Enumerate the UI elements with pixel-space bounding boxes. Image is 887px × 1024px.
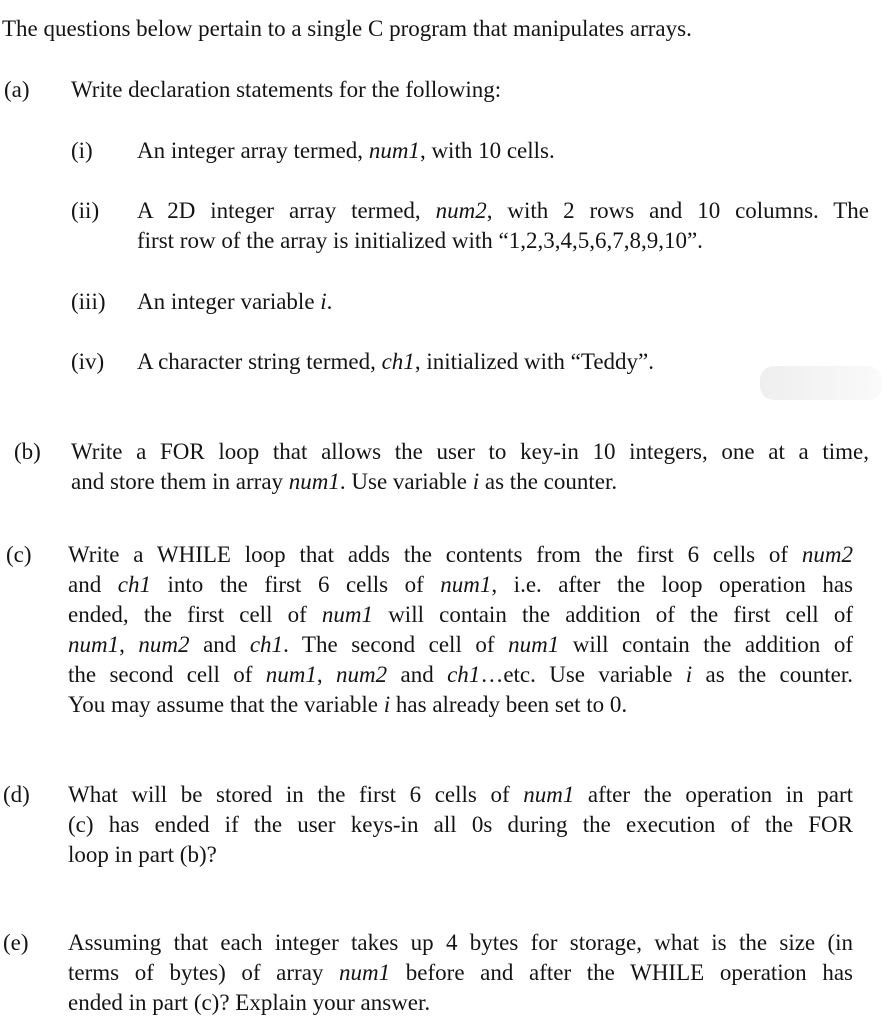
question-b-line2 xyxy=(71,467,869,497)
question-b-line1: Write a FOR loop that allows the user to key-in 10 integers, one at a time, xyxy=(71,439,869,464)
item-iv-text xyxy=(137,347,857,377)
c-l2-a: and xyxy=(68,572,118,597)
c-l2-var1: ch1 xyxy=(117,572,151,597)
c-l2-c: , i.e. after the loop operation has xyxy=(491,572,853,597)
question-b-var1: num1 xyxy=(288,469,340,494)
scan-smudge xyxy=(760,366,882,400)
item-ii-l1-var: num2 xyxy=(435,198,487,223)
item-ii-l1-pre: A 2D integer array termed, xyxy=(137,198,436,223)
d-l1-var: num1 xyxy=(523,782,575,807)
question-e-line2 xyxy=(68,958,853,988)
question-b-l2-mid: . Use variable xyxy=(339,469,473,494)
question-d-label: (d) xyxy=(3,782,30,807)
question-c-label: (c) xyxy=(6,542,32,567)
c-l2-b: into the first 6 cells of xyxy=(150,572,441,597)
question-c-line6 xyxy=(68,690,853,720)
question-e-line1: Assuming that each integer takes up 4 bytes for storage, what is the size (in xyxy=(68,930,853,955)
c-l5-d: …etc. Use variable xyxy=(480,662,686,687)
c-l3-b: will contain the addition of the first cell of xyxy=(373,602,854,627)
d-l1-a: What will be stored in the first 6 cells of xyxy=(68,782,524,807)
c-l5-var4: i xyxy=(685,662,693,687)
question-e-line3: ended in part (c)? Explain your answer. xyxy=(68,990,431,1015)
item-ii-label: (ii) xyxy=(71,198,100,223)
item-iv-var: ch1 xyxy=(381,349,415,374)
c-l4-var1: num1 xyxy=(68,632,120,657)
question-b-l2-post: as the counter. xyxy=(479,469,618,494)
c-l4-d: will contain the addition of xyxy=(559,632,854,657)
question-c-line2 xyxy=(68,570,853,600)
item-iv-post: , initialized with “Teddy”. xyxy=(414,349,654,374)
question-c-line3 xyxy=(68,600,853,630)
c-l4-b: and xyxy=(189,632,250,657)
question-b-l2-pre: and store them in array xyxy=(71,469,289,494)
question-c-line1 xyxy=(68,540,853,570)
c-l5-var3: ch1 xyxy=(447,662,481,687)
item-i-pre: An integer array termed, xyxy=(137,138,369,163)
e-l2-a: terms of bytes) of array xyxy=(68,960,340,985)
c-l5-c: and xyxy=(387,662,448,687)
question-c-line5 xyxy=(68,660,853,690)
intro-text: The questions below pertain to a single C program that manipulates arrays. xyxy=(2,16,692,41)
item-ii-line1 xyxy=(137,196,869,226)
item-iv-label: (iv) xyxy=(71,349,105,374)
d-l1-b: after the operation in part xyxy=(574,782,853,807)
item-iii-text xyxy=(137,287,857,317)
c-l5-a: the second cell of xyxy=(68,662,266,687)
c-l2-var2: num1 xyxy=(440,572,492,597)
c-l5-e: as the counter. xyxy=(692,662,853,687)
c-l3-var: num1 xyxy=(321,602,374,627)
item-iii-var: i xyxy=(320,289,327,314)
c-l1-a: Write a WHILE loop that adds the contents from the first 6 cells of xyxy=(68,542,802,567)
c-l5-var1: num1 xyxy=(265,662,317,687)
c-l6-b: has already been set to 0. xyxy=(390,692,628,717)
c-l1-var: num2 xyxy=(801,542,853,567)
c-l6-a: You may assume that the variable xyxy=(68,692,384,717)
item-i-label: (i) xyxy=(71,138,93,163)
c-l4-var3: ch1 xyxy=(249,632,284,657)
c-l4-a: , xyxy=(119,632,139,657)
question-d-line1 xyxy=(68,780,853,810)
item-i-var: num1 xyxy=(368,138,420,163)
question-a-prompt: Write declaration statements for the following: xyxy=(71,77,502,102)
item-i-post: , with 10 cells. xyxy=(419,138,555,163)
c-l5-b: , xyxy=(316,662,337,687)
c-l4-c: . The second cell of xyxy=(283,632,509,657)
e-l2-var: num1 xyxy=(339,960,391,985)
question-b-var2: i xyxy=(472,469,480,494)
item-ii-line2: first row of the array is initialized with “1,2,3,4,5,6,7,8,9,10”. xyxy=(137,228,703,253)
question-d-line3: loop in part (b)? xyxy=(68,842,217,867)
c-l4-var2: num2 xyxy=(138,632,190,657)
c-l4-var4: num1 xyxy=(508,632,560,657)
item-ii-l1-post: , with 2 rows and 10 columns. The xyxy=(486,198,869,223)
question-c-line4 xyxy=(68,630,853,660)
question-b-label: (b) xyxy=(14,439,41,464)
c-l3-a: ended, the first cell of xyxy=(68,602,322,627)
question-e-label: (e) xyxy=(3,930,29,955)
c-l6-var: i xyxy=(383,692,391,717)
e-l2-b: before and after the WHILE operation has xyxy=(390,960,853,985)
question-a-label: (a) xyxy=(4,77,30,102)
item-i-text xyxy=(137,136,857,166)
item-iii-label: (iii) xyxy=(71,289,106,314)
item-iii-pre: An integer variable xyxy=(137,289,321,314)
item-iii-post: . xyxy=(326,289,333,314)
item-iv-pre: A character string termed, xyxy=(137,349,382,374)
c-l5-var2: num2 xyxy=(336,662,388,687)
question-d-line2: (c) has ended if the user keys-in all 0s during the execution of the FOR xyxy=(68,812,853,837)
